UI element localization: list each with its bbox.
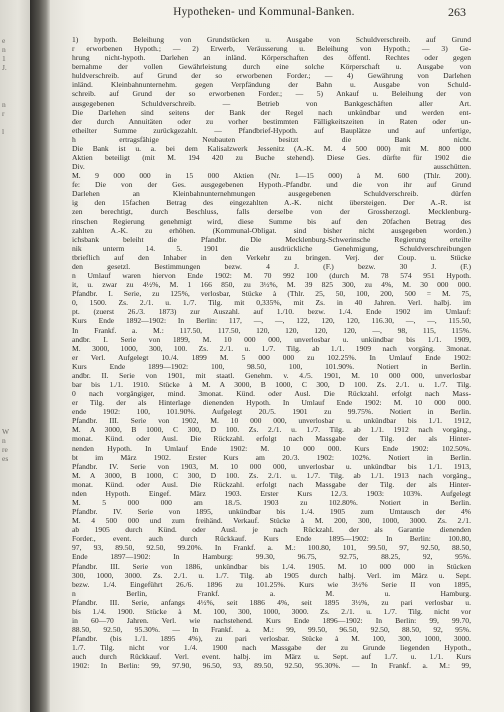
margin-fragment <box>0 563 30 572</box>
text-line: Die Bank ist u. a. bei dem Kalisalzwerk Jessenitz (A.-K. M. 4 500 000) mit M. 800 000 <box>72 143 471 153</box>
margin-fragment <box>0 182 30 191</box>
text-line: nenden Hypoth. In Umlauf Ende 1902: M. 10 000 000. Kurs Ende 1902: 102.50%. <box>72 443 471 453</box>
margin-fragment <box>0 509 30 518</box>
margin-fragment <box>0 536 30 545</box>
text-line: tbrieflich auf den Inhaber in den Verkehr zu bringen. Verj. der Coup. u. Stücke <box>72 252 471 262</box>
margin-fragment <box>0 236 30 245</box>
text-line: Div. ausschütten. <box>72 162 471 172</box>
margin-fragment <box>0 200 30 209</box>
margin-fragment <box>0 482 30 491</box>
text-line: 0 nach vorgängiger, mind. 3monat. Künd. oder Ausl. Die Rückzahl. erfolgt nach Mass- <box>72 389 471 399</box>
text-line: 1) hypoth. Beleihung von Grundstücken u. Ausgabe von Schuldverschreib. auf Grund <box>72 35 471 44</box>
margin-fragment: r <box>2 108 5 118</box>
margin-fragment: n <box>2 436 6 446</box>
margin-fragment: J. <box>2 63 7 73</box>
margin-fragment <box>0 636 30 645</box>
text-line: schreib. auf Grund der so erworbenen Forder.; — 5) Ankauf u. Beleihung der von <box>72 89 471 99</box>
margin-fragment <box>0 372 30 381</box>
margin-fragment <box>0 518 30 527</box>
text-line: den gesetzl. Bestimmungen bezw. 4 J. (F.) bezw. 30 J. (F.) <box>72 261 471 271</box>
text-line: Pfandbr. III. Serie, anfangs 4½%, seit 1886 4%, seit 1895 3½%, zu pari verlosbar u. <box>72 597 471 607</box>
margin-fragment <box>0 527 30 536</box>
text-line: Pfandbr. IV. Serie von 1895, unkündbar bis 1./4. 1905 zum Umtausch der 4% <box>72 507 471 517</box>
text-line: rinschen Regierung genehmigt wird, diese Summe bis auf den 20fachen Betrag des <box>72 216 471 226</box>
margin-fragment <box>0 263 30 272</box>
text-line: Aktien beteiligt (mit M. 194 420 zu Buche stehend). Diese Ges. dürfte für 1902 die <box>72 153 471 163</box>
margin-fragment <box>0 145 30 154</box>
page-number: 263 <box>448 5 466 19</box>
text-line: Pfandbr. IV. Serie von 1903, M. 10 000 000, unverlosbar u. unkündbar bis 1./1. 1913, <box>72 461 471 471</box>
margin-fragment: re <box>2 445 8 455</box>
text-line: monat. Künd. oder Ausl. Die Rückzahl. erfolgt nach Massgabe der Tilg. der als Hinter- <box>72 479 471 489</box>
text-line: In Frankf. a. M.: 117.50, 117.50, 120, 120, 120, 120, —, 98, 115, 115%. <box>72 325 471 335</box>
text-line: 1./7. Tilg. nicht vor 1./4. 1900 nach Massgabe der zu Grunde liegenden Hypoth., <box>72 643 471 653</box>
margin-fragment: l <box>2 126 5 136</box>
margin-fragment <box>0 627 30 636</box>
margin-fragment <box>0 154 30 163</box>
text-line: n Umlauf waren hiervon Ende 1902: M. 70 992 100 (durch M. 78 574 951 Hypoth. <box>72 271 471 281</box>
text-line: M. 3000, 1000, 300, 100. Zs. 2./1. u. 1./7. Tilg. ab 1./1. 1909 nach vorgäng. 3monat. <box>72 343 471 353</box>
text-line: M. 5 000 000 am 18./5. 1903 zu 102.80%. Notiert in Berlin. <box>72 497 471 507</box>
text-line: inländ. Kleinbahnunternehm. gegen Verpfändung der Bahn u. Ausgabe von Schuld- <box>72 80 471 90</box>
text-line: M. 9 000 000 in 15 000 Aktien (Nr. 1—15 000) à M. 600 (Thlr. 200). <box>72 171 471 181</box>
text-line: bt im März 1902. Erster Kurs am 20./3. 1902: 102%. Notiert in Berlin. <box>72 452 471 462</box>
text-line: zahlten A.-K. zu erhöhen. (Kommunal-Obligat. sind bisher nicht ausgegeben worden.) <box>72 225 471 235</box>
text-line: nik unterm 14. 5. 1901 die ausdrückliche Genehmigung, Schuldverschreibungen <box>72 243 471 253</box>
text-line: Pfandbr. I. Serie, zu 125%, verlosbar, Stücke à (Thlr. 25, 50, 100, 200, 500 = M. 75, <box>72 289 471 299</box>
margin-fragment <box>0 491 30 500</box>
text-line: it, u. zwar zu 4½%, M. 1 166 850, zu 3½%, M. 39 825 300, zu 4%, M. 30 000 000. <box>72 280 471 290</box>
margin-fragment <box>0 645 30 654</box>
text-line: monat. Künd. oder Ausl. Die Rückzahl. erfolgt nach Massgabe der Tilg. der als Hinter- <box>72 434 471 444</box>
text-line: ende 1902: 100, 101.90%. Aufgelegt 20./5. 1901 zu 99.75%. Notiert in Berlin. <box>72 407 471 417</box>
margin-fragment <box>0 327 30 336</box>
margin-fragment <box>0 81 30 90</box>
margin-fragment <box>0 254 30 263</box>
text-line: andbr. I. Serie von 1899, M. 10 000 000, unverlosbar u. unkündbar bis 1./1. 1909, <box>72 334 471 344</box>
text-line: 300, 1000, 3000. Zs. 2./1. u. 1./7. Tilg. ab 1905 durch halbj. Verl. im März u. Sept. <box>72 570 471 580</box>
margin-fragment <box>0 163 30 172</box>
text-line: Pfandbr. (bis 1./1. 1895 4%), zu pari verlosbar. Stücke à M. 100, 300, 1000, 3000. <box>72 634 471 644</box>
running-title: Hypotheken- und Kommunal-Banken. <box>173 6 355 18</box>
margin-fragment <box>0 582 30 591</box>
margin-fragment <box>0 245 30 254</box>
margin-fragment <box>0 409 30 418</box>
margin-fragment <box>0 91 30 100</box>
text-line: 88.50, 92.50, 95.30%. — In Frankf. a. M.: 99, 99.50, 96.50, 92.50, 88.50, 92, 95%. <box>72 625 471 635</box>
margin-fragment: n <box>2 45 6 55</box>
margin-fragment <box>0 345 30 354</box>
margin-fragment: n <box>2 99 6 109</box>
margin-fragment <box>0 363 30 372</box>
text-line: andbr. II. Serie von 1901, mit staatl. Genehm. v. 4./5. 1901, M. 10 000 000, unverlosbar <box>72 370 471 380</box>
text-line: M. A 3000, B 1000, C 300, D 100. Zs. 2./1. u. 1./7. Tilg. ab 1./1. 1912 nach vorgäng., <box>72 425 471 435</box>
margin-fragment <box>0 418 30 427</box>
text-line: bis 1./4. 1900. Stücke à M. 100, 300, 1000, 3000. Zs. 2./1. u. 1./7. Tilg. nicht vor <box>72 606 471 616</box>
margin-fragment <box>0 272 30 281</box>
margin-fragment <box>0 136 30 145</box>
text-line: ichsbank beleiht die Pfandbr. Die Mecklenburg-Schwerinsche Regierung erteilte <box>72 234 471 244</box>
text-line: Pfandbr. III. Serie von 1886, unkündbar bis 1./4. 1905. M. 10 000 000 in Stücken <box>72 561 471 571</box>
margin-fragment <box>0 473 30 482</box>
margin-fragment <box>0 318 30 327</box>
text-line: Ende 1897—1902: In Hamburg: 99.30, 96.75, 92.75, 88.25, 92, 95%. <box>72 552 471 562</box>
text-line: huldverschreib. auf Grund der so erworbenen Forder.; — 4) Gewährung von Darlehen <box>72 71 471 81</box>
text-line: er Verl. Aufgelegt 10./4. 1899 M. 5 000 000 zu 102.25%. In Umlauf Ende 1902: <box>72 352 471 362</box>
margin-fragment <box>0 600 30 609</box>
margin-fragment <box>0 663 30 672</box>
margin-fragment <box>0 118 30 127</box>
margin-fragment <box>0 573 30 582</box>
text-line: M. 4 500 000 und zum freihänd. Verkauf. Stücke à M. 200, 300, 1000, 3000. Zs. 2./1. <box>72 516 471 526</box>
margin-fragment <box>0 591 30 600</box>
text-line: der durch Annuitäten oder zu vorher bestimmten Fälligkeitszeiten in Raten oder un- <box>72 116 471 126</box>
text-line: zen berechtigt, durch Beschluss, falls derselbe von der Grossherzogl. Mecklenburg- <box>72 207 471 217</box>
book-binding-gutter <box>30 0 50 712</box>
text-line: bar bis 1./1. 1910. Stücke à M. A 3000, B 1000, C 300, D 100. Zs. 2./1. u. 1./7. Tilg. <box>72 379 471 389</box>
text-line: h ertragsfähige Neubauten besitzt die Bank nicht. <box>72 134 471 144</box>
margin-fragment <box>0 72 30 81</box>
text-line: bezw. 1./4. Eingeführt 26./6. 1896 zu 101.25%. Kurs wie 3½% Serie II von 1895, <box>72 579 471 589</box>
margin-fragment <box>0 282 30 291</box>
text-line: Pfandbr. III. Serie von 1902, M. 10 000 000, unverlosbar u. unkündbar bis 1./1. 1912, <box>72 416 471 426</box>
margin-fragment <box>0 673 30 682</box>
margin-fragment <box>0 300 30 309</box>
text-line: ig den 15fachen Betrag des eingezahlten A.-K. nicht übersteigen. Der A.-R. ist <box>72 198 471 208</box>
margin-fragment <box>0 218 30 227</box>
text-line: ausgegebenen Schuldverschreib. — Betrieb von Bankgeschäften aller Art. <box>72 98 471 108</box>
text-line: n Berlin, Frankf. a. M. u. Hamburg. <box>72 588 471 598</box>
margin-fragment <box>0 382 30 391</box>
margin-fragment <box>0 500 30 509</box>
text-line: pt. (zuerst 26./3. 1873) zur Auszahl. auf 1./10. bezw. 1./4. Ende 1902 im Umlauf: <box>72 307 471 317</box>
text-line: nden Hypoth. Eingef. März 1903. Erster Kurs 12./3. 1903: 103%. Aufgelegt <box>72 488 471 498</box>
margin-fragment: W <box>2 427 10 437</box>
text-line: bernahme der vollen Gewährleistung durch eine solche Körperschaft u. Ausgabe von <box>72 62 471 72</box>
text-line: 97, 93, 89.50, 92.50, 99.20%. In Frankf. a. M.: 100.80, 101, 99.50, 97, 92.50, 88.50, <box>72 543 471 553</box>
margin-fragment <box>0 654 30 663</box>
margin-fragment <box>0 618 30 627</box>
text-line: Kurs Ende 1899—1902: 100, 98.50, 100, 101.90%. Notiert in Berlin. <box>72 361 471 371</box>
margin-fragment: 1 <box>2 54 6 64</box>
margin-fragment: e <box>2 36 6 45</box>
margin-fragment <box>0 191 30 200</box>
body-text <box>72 35 471 707</box>
margin-fragment <box>0 336 30 345</box>
margin-fragment <box>0 354 30 363</box>
text-line: Die Darlehen sind seitens der Bank der Regel nach unkündbar und werden ent- <box>72 107 471 117</box>
margin-fragment <box>0 172 30 181</box>
margin-fragment <box>0 400 30 409</box>
margin-fragment <box>0 209 30 218</box>
margin-fragment <box>0 463 30 472</box>
text-line: 0, 1500. Zs. 2./1. u. 1./7. Tilg. mit 0,335%, mit Zs. in 40 Jahren. Verl. halbj. im <box>72 298 471 308</box>
margin-fragment <box>0 309 30 318</box>
text-line: etheilter Summe zurückgezahlt. — Pfandbrief-Hypoth. auf Bauplätze und auf unfertige, <box>72 125 471 135</box>
margin-fragment <box>0 391 30 400</box>
margin-fragment: es <box>2 454 9 464</box>
text-line: r erworbenen Hypoth.; — 2) Erwerb, Veräusserung u. Beleihung von Hypoth.; — 3) Ge- <box>72 44 471 54</box>
text-line: Kurs Ende 1892—1902: In Berlin: 117, —, —, 122, 120, 120, 116.30, —, —, 115.50, <box>72 316 471 326</box>
previous-page-fragments <box>0 36 30 706</box>
margin-fragment <box>0 545 30 554</box>
margin-fragment <box>0 291 30 300</box>
text-line: Forder., event. auch durch Rückkauf. Kurs Ende 1895—1902: In Berlin: 100.80, <box>72 534 471 544</box>
text-line: Darlehen an Kleinbahnunternehmungen ausgegebenen Schuldverschreib. dürfen <box>72 189 471 199</box>
text-line: hrung nicht-hypoth. Darlehen an inländ. Körperschaften des öffentl. Rechtes oder gegen <box>72 53 471 63</box>
margin-fragment <box>0 227 30 236</box>
margin-fragment <box>0 682 30 691</box>
previous-page-margin <box>0 0 30 712</box>
text-line: M. A 3000, B 1000, C 300, D 100. Zs. 2./1. u. 1./7. Tilg. ab 1./1. 1913 nach vorgäng., <box>72 470 471 480</box>
text-line: fe: Die von der Ges. ausgegebenen Hypoth.-Pfandbr. und die von ihr auf Grund <box>72 180 471 190</box>
text-line: ab 1905 durch Künd. oder Ausl. je nach Rückzahl. der als Garantie dienenden <box>72 525 471 535</box>
text-line: 1902: In Berlin: 99, 97.90, 96.50, 93, 89.50, 92.50, 95.30%. — In Frankf. a. M.: 99, <box>72 661 471 671</box>
text-line: in 60—70 Jahren. Verl. wie nachstehend. Kurs Ende 1896—1902: In Berlin: 99, 99.70, <box>72 616 471 625</box>
margin-fragment <box>0 609 30 618</box>
text-line: er Tilg. der als Hinterlage dienenden Hypoth. In Umlauf Ende 1902: M. 10 000 000. <box>72 398 471 408</box>
margin-fragment <box>0 554 30 563</box>
text-line: auch durch Rückkauf. Verl. event. halbj. im März u. Sept. auf 1./7. u. 1./1. Kurs <box>72 652 471 662</box>
